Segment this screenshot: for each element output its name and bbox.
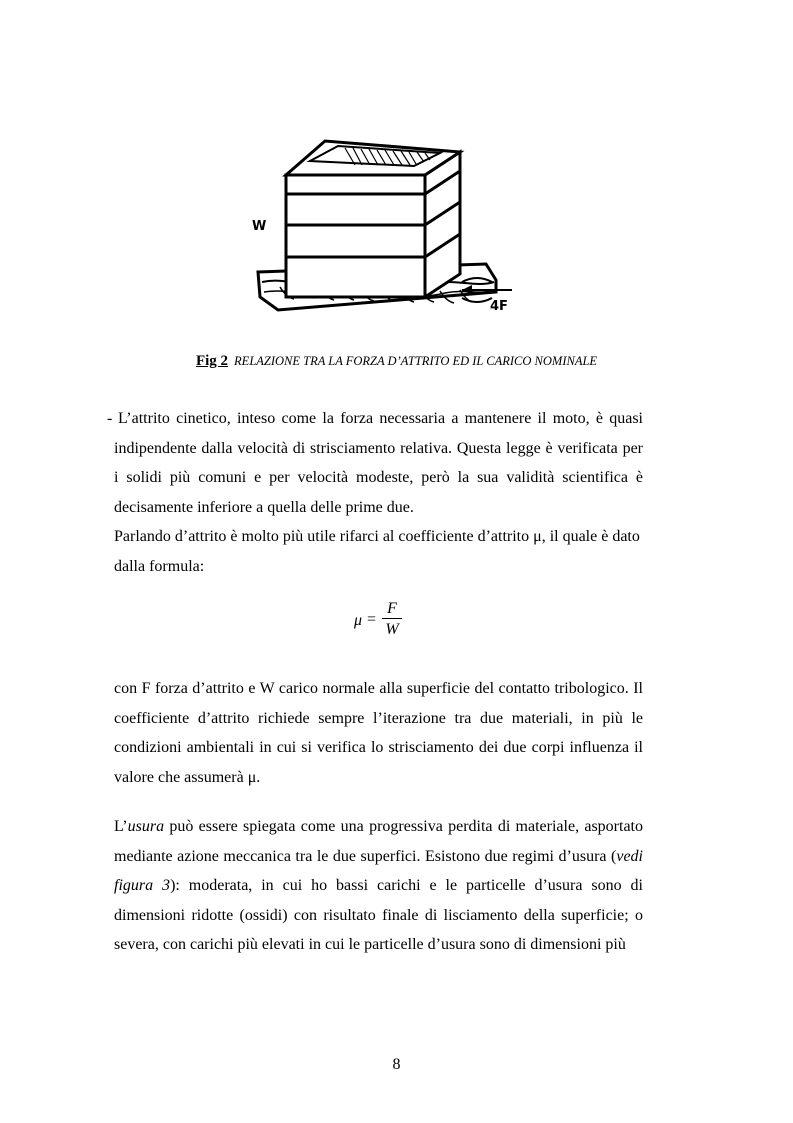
bullet-marker: -: [107, 410, 113, 427]
body-text-block-1: [114, 404, 643, 581]
friction-figure: [250, 132, 520, 342]
paragraph-wear: [114, 812, 643, 960]
formula-equals: =: [367, 611, 377, 628]
body-text-block-3: [114, 812, 643, 960]
wear-text-end: ): moderata, in cui ho bassi carichi e le particelle d’usura sono di dimensioni ridotte (ossidi) con risultato finale di lisciamento della superficie; o severa, con carichi più elevati in cui le particelle d’usura sono di dimensioni più: [114, 877, 643, 953]
formula-fraction: [382, 600, 402, 638]
page-number: 8: [392, 1056, 401, 1073]
force-label: 4F: [490, 299, 508, 314]
paragraph-kinetic-friction: L’attrito cinetico, inteso come la forza necessaria a mantenere il moto, è quasi indipendente dalla velocità di strisciamento relativa. Questa legge è verificata per i solidi più comuni e per velocità modeste, però la sua validità scientifica è decisamente inferiore a quella delle prime due.: [114, 410, 643, 516]
wear-text-start: L’: [114, 818, 128, 835]
formula-mu: μ: [354, 612, 363, 629]
caption-label: Fig 2: [195, 353, 229, 369]
formula-denominator: W: [385, 621, 399, 638]
body-text-block-2: [114, 674, 643, 792]
caption-text: RELAZIONE TRA LA FORZA D’ATTRITO ED IL CARICO NOMINALE: [234, 354, 598, 368]
paragraph-friction-coefficient: Parlando d’attrito è molto più utile rifarci al coefficiente d’attrito μ, il quale è dato dalla formula:: [114, 528, 640, 575]
figure-reference: vedi figura 3: [114, 847, 643, 894]
load-label: W: [252, 219, 267, 234]
wear-term: usura: [127, 818, 165, 835]
paragraph-formula-explanation: con F forza d’attrito e W carico normale alla superficie del contatto tribologico. Il coefficiente d’attrito richiede sempre l’iterazione tra due materiali, in più le condizioni ambientali in cui si verifica lo strisciamento dei due corpi influenza il valore che assumerà μ.: [114, 680, 643, 786]
formula-numerator: F: [387, 600, 397, 617]
fraction-bar: [382, 618, 402, 619]
wear-text-middle: può essere spiegata come una progressiva perdita di materiale, asportato mediante azione meccanica tra le due superfici. Esistono due regimi d’usura (: [114, 818, 643, 865]
figure-caption: [0, 352, 793, 370]
stacked-blocks-drawing: [250, 132, 520, 342]
